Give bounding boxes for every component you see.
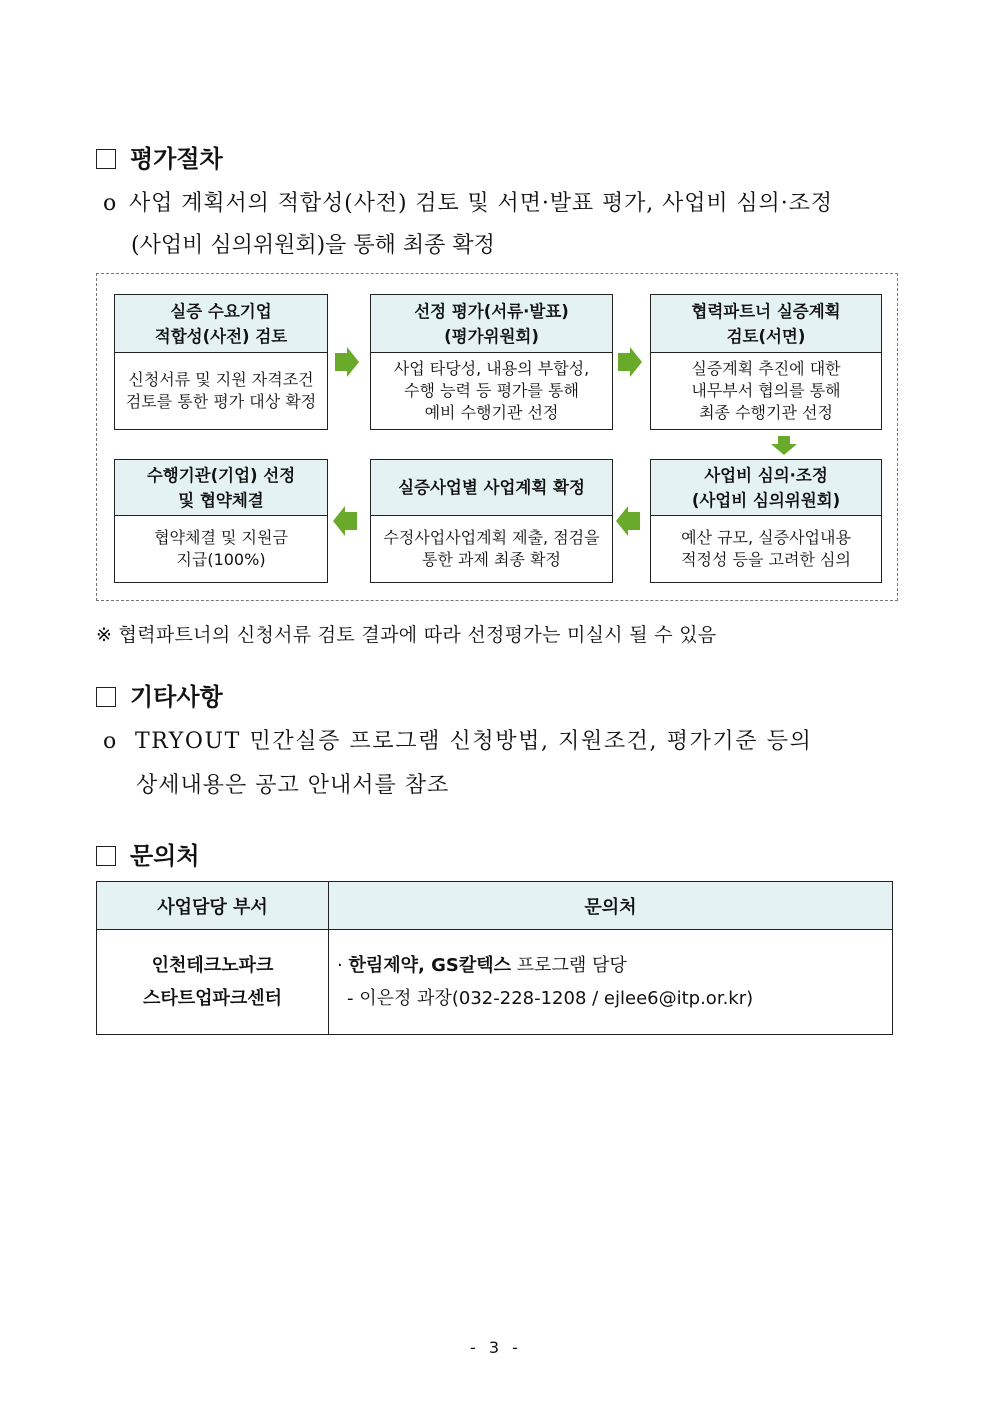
arrow-shape [335, 347, 359, 377]
program-name: 한림제약, GS칼텍스 [348, 955, 512, 976]
department-name: 스타트업파크센터 [142, 988, 283, 1009]
bullet-text-line1: 사업 계획서의 적합성(사전) 검토 및 서면·발표 평가, 사업비 심의·조정 [129, 191, 833, 216]
step-title: 수행기관(기업) 선정 [146, 465, 296, 485]
step-body [371, 353, 612, 429]
arrow-shape [333, 506, 357, 536]
process-step-6 [114, 459, 328, 583]
step-text: 검토를 통한 평가 대상 확정 [125, 392, 317, 411]
step-body [651, 516, 881, 582]
step-text: 신청서류 및 지원 자격조건 [128, 370, 314, 389]
bullet-text-line2: (사업비 심의위원회)을 통해 최종 확정 [131, 233, 495, 258]
step-title: (평가위원회) [444, 326, 539, 346]
step-header [651, 295, 881, 353]
step-title: 실증사업별 사업계획 확정 [398, 478, 585, 497]
step-text: 통한 과제 최종 확정 [422, 550, 561, 569]
step-text: 수행 능력 등 평가를 통해 [404, 381, 579, 400]
bullet-marker: o [103, 729, 117, 754]
step-title: 실증 수요기업 [170, 301, 272, 321]
step-header [371, 295, 612, 353]
bullet-dot: · [337, 955, 343, 976]
contact-table [96, 881, 893, 1035]
step-title: 사업비 심의·조정 [704, 465, 828, 485]
page-number: - 3 - [470, 1338, 522, 1357]
contact-cell [329, 930, 893, 1035]
step-header [651, 460, 881, 516]
arrow-shape [771, 436, 797, 455]
step-text: 실증계획 추진에 대한 [691, 359, 841, 378]
arrow-shape [616, 506, 640, 536]
step-text: 최종 수행기관 선정 [699, 403, 833, 422]
table-header-row [97, 882, 893, 930]
step-title: 선정 평가(서류·발표) [414, 301, 569, 321]
step-body [115, 516, 327, 582]
process-step-1 [114, 294, 328, 430]
process-step-3 [650, 294, 882, 430]
contact-line1 [337, 949, 891, 982]
step-header [371, 460, 612, 516]
step-title: (사업비 심의위원회) [691, 490, 841, 510]
section-heading-evaluation [96, 139, 223, 174]
section-heading-other [96, 677, 223, 712]
step-body [115, 353, 327, 429]
department-name: 인천테크노파크 [151, 955, 274, 976]
section-title: 기타사항 [130, 683, 223, 711]
table-header: 사업담당 부서 [97, 882, 329, 930]
arrow-right-icon [333, 345, 361, 379]
bullet-paragraph [103, 724, 812, 755]
step-text: 협약체결 및 지원금 [154, 528, 288, 547]
step-text: 내무부서 협의를 통해 [691, 381, 841, 400]
step-title: 협력파트너 실증계획 [691, 301, 841, 321]
step-text: 수정사업사업계획 제출, 점검을 [383, 528, 600, 547]
process-step-5 [370, 459, 613, 583]
bullet-text-line2: 상세내용은 공고 안내서를 참조 [136, 773, 450, 798]
section-title: 문의처 [130, 842, 200, 870]
step-body [371, 516, 612, 582]
step-title: 및 협약체결 [178, 490, 264, 510]
section-title: 평가절차 [130, 145, 223, 173]
step-title: 검토(서면) [726, 326, 806, 346]
arrow-down-icon [769, 434, 799, 456]
checkbox-square-icon [96, 149, 116, 169]
step-header [115, 460, 327, 516]
process-step-4 [650, 459, 882, 583]
process-step-2 [370, 294, 613, 430]
step-text: 사업 타당성, 내용의 부합성, [393, 359, 590, 378]
step-header [115, 295, 327, 353]
arrow-left-icon [331, 504, 359, 538]
bullet-paragraph [103, 186, 895, 217]
process-note: ※ 협력파트너의 신청서류 검토 결과에 따라 선정평가는 미실시 될 수 있음 [96, 624, 717, 646]
arrow-right-icon [616, 345, 644, 379]
step-text: 예비 수행기관 선정 [424, 403, 559, 422]
arrow-shape [618, 347, 642, 377]
bullet-text-line1: TRYOUT 민간실증 프로그램 신청방법, 지원조건, 평가기준 등의 [135, 729, 813, 754]
checkbox-square-icon [96, 687, 116, 707]
contact-person: - 이은정 과장(032-228-1208 / ejlee6@itp.or.kr) [347, 988, 754, 1009]
table-row [97, 930, 893, 1035]
table-header: 문의처 [329, 882, 893, 930]
arrow-left-icon [614, 504, 642, 538]
step-text: 적정성 등을 고려한 심의 [681, 550, 851, 569]
step-text: 예산 규모, 실증사업내용 [681, 528, 851, 547]
department-cell [97, 930, 329, 1035]
step-title: 적합성(사전) 검토 [154, 326, 288, 346]
step-body [651, 353, 881, 429]
bullet-marker: o [103, 191, 117, 216]
program-role: 프로그램 담당 [516, 955, 627, 976]
step-text: 지급(100%) [176, 550, 266, 569]
section-heading-contact [96, 836, 200, 871]
checkbox-square-icon [96, 846, 116, 866]
